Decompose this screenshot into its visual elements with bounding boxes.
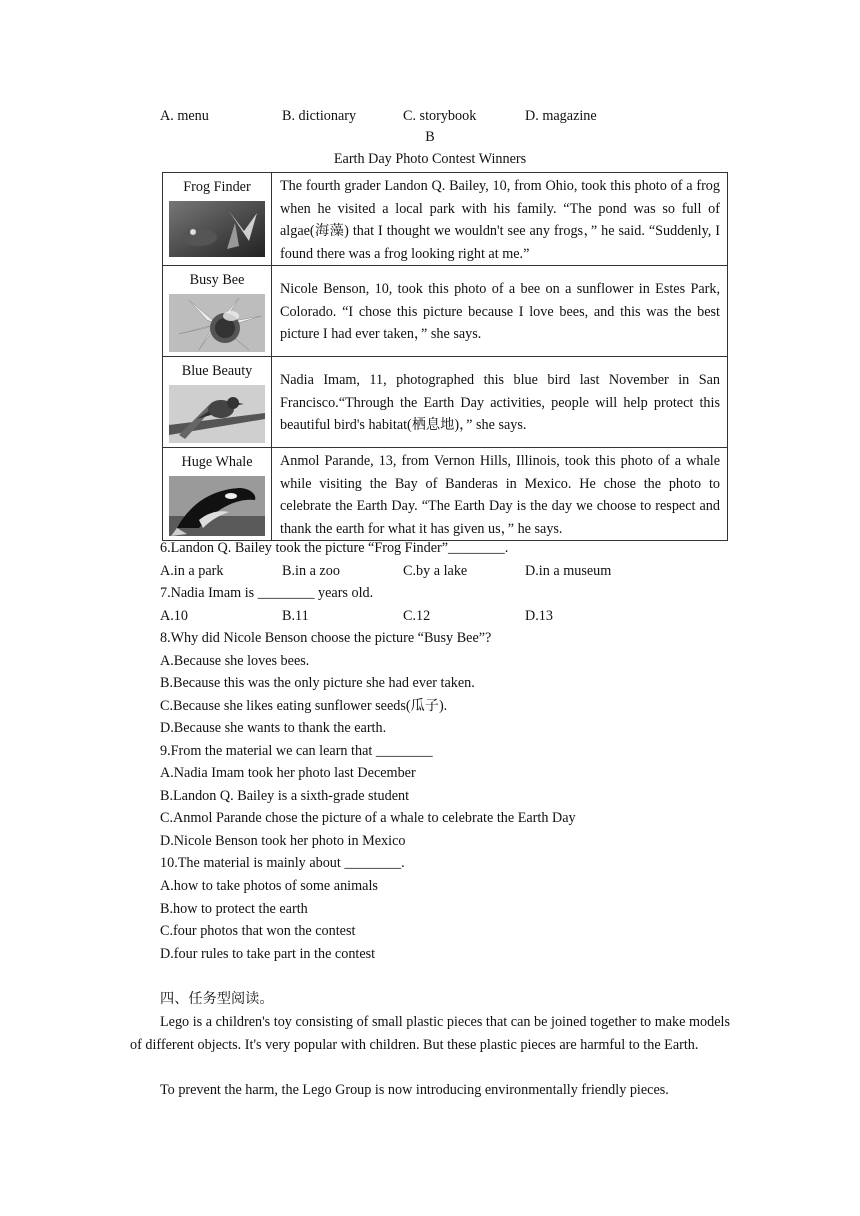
option-d: D.in a museum [525, 563, 612, 579]
option-d: D. magazine [525, 108, 597, 124]
question-8-option-d: D.Because she wants to thank the earth. [160, 720, 387, 736]
option-c: C.12 [403, 608, 431, 624]
question-9-option-d: D.Nicole Benson took her photo in Mexico [160, 833, 406, 849]
option-a: A.10 [160, 608, 188, 624]
entry-name-cell [163, 173, 272, 266]
question-10-option-b: B.how to protect the earth [160, 901, 308, 917]
table-row [163, 173, 728, 266]
option-b: B.11 [282, 608, 309, 624]
question-8-option-a: A.Because she loves bees. [160, 653, 310, 669]
entry-name-cell [163, 266, 272, 357]
entry-name: Blue Beauty [181, 363, 253, 379]
option-b: B.in a zoo [282, 563, 340, 579]
bird-photo [169, 385, 265, 443]
table-row [163, 266, 728, 357]
option-c: C.by a lake [403, 563, 468, 579]
entry-name-cell [163, 357, 272, 448]
entry-name: Huge Whale [181, 454, 253, 470]
question-9-stem: 9.From the material we can learn that ________ [160, 743, 433, 759]
question-8-option-b: B.Because this was the only picture she had ever taken. [160, 675, 475, 691]
section-4-heading: 四、任务型阅读。 [160, 991, 274, 1007]
question-10-option-a: A.how to take photos of some animals [160, 878, 378, 894]
option-c: C. storybook [403, 108, 477, 124]
frog-photo [169, 201, 265, 257]
question-8-option-c: C.Because she likes eating sunflower seeds(瓜子). [160, 698, 448, 714]
question-9-option-b: B.Landon Q. Bailey is a sixth-grade student [160, 788, 410, 804]
table-row [163, 448, 728, 541]
entry-name: Busy Bee [189, 272, 245, 288]
option-a: A. menu [160, 108, 209, 124]
question-6-stem: 6.Landon Q. Bailey took the picture “Frog Finder”________. [160, 540, 509, 556]
table-row [163, 357, 728, 448]
whale-photo [169, 476, 265, 536]
paragraph: To prevent the harm, the Lego Group is now introducing environmentally friendly pieces. [160, 1082, 669, 1098]
entry-name-cell [163, 448, 272, 541]
contest-table [162, 172, 728, 541]
section-label: B [425, 129, 435, 145]
entry-name: Frog Finder [183, 179, 251, 195]
question-10-stem: 10.The material is mainly about ________. [160, 855, 405, 871]
question-9-option-c: C.Anmol Parande chose the picture of a whale to celebrate the Earth Day [160, 810, 576, 826]
table-title: Earth Day Photo Contest Winners [333, 151, 527, 167]
question-8-stem: 8.Why did Nicole Benson choose the picture “Busy Bee”? [160, 630, 492, 646]
entry-text: The fourth grader Landon Q. Bailey, 10, from Ohio, took this photo of a frog when he visited a local park with his family. “The pond was so full of algae(海藻) that I thought we wouldn't see any frogs，” he said. “Suddenly, I found there was a frog looking right at me.” [272, 173, 728, 266]
question-7-stem: 7.Nadia Imam is ________ years old. [160, 585, 374, 601]
question-10-option-d: D.four rules to take part in the contest [160, 946, 376, 962]
option-d: D.13 [525, 608, 553, 624]
option-b: B. dictionary [282, 108, 357, 124]
question-9-option-a: A.Nadia Imam took her photo last December [160, 765, 416, 781]
entry-text: Nicole Benson, 10, took this photo of a bee on a sunflower in Estes Park, Colorado. “I chose this picture because I love bees, and this was the best picture I had ever taken，” she says. [272, 266, 728, 357]
question-10-option-c: C.four photos that won the contest [160, 923, 356, 939]
paragraph: Lego is a children's toy consisting of small plastic pieces that can be joined together to make models of different objects. It's very popular with children. But these plastic pieces are harmful to the Earth. [130, 1014, 730, 1053]
entry-text: Nadia Imam, 11, photographed this blue bird last November in San Francisco.“Through the Earth Day activities, people will help protect this beautiful bird's habitat(栖息地)，” she says. [272, 357, 728, 448]
option-a: A.in a park [160, 563, 224, 579]
bee-photo [169, 294, 265, 352]
entry-text: Anmol Parande, 13, from Vernon Hills, Illinois, took this photo of a whale while visiting the Bay of Banderas in Mexico. He chose the photo to celebrate the Earth Day. “The Earth Day is the day we choose to respect and thank the earth for what it has given us，” he says. [272, 448, 728, 541]
